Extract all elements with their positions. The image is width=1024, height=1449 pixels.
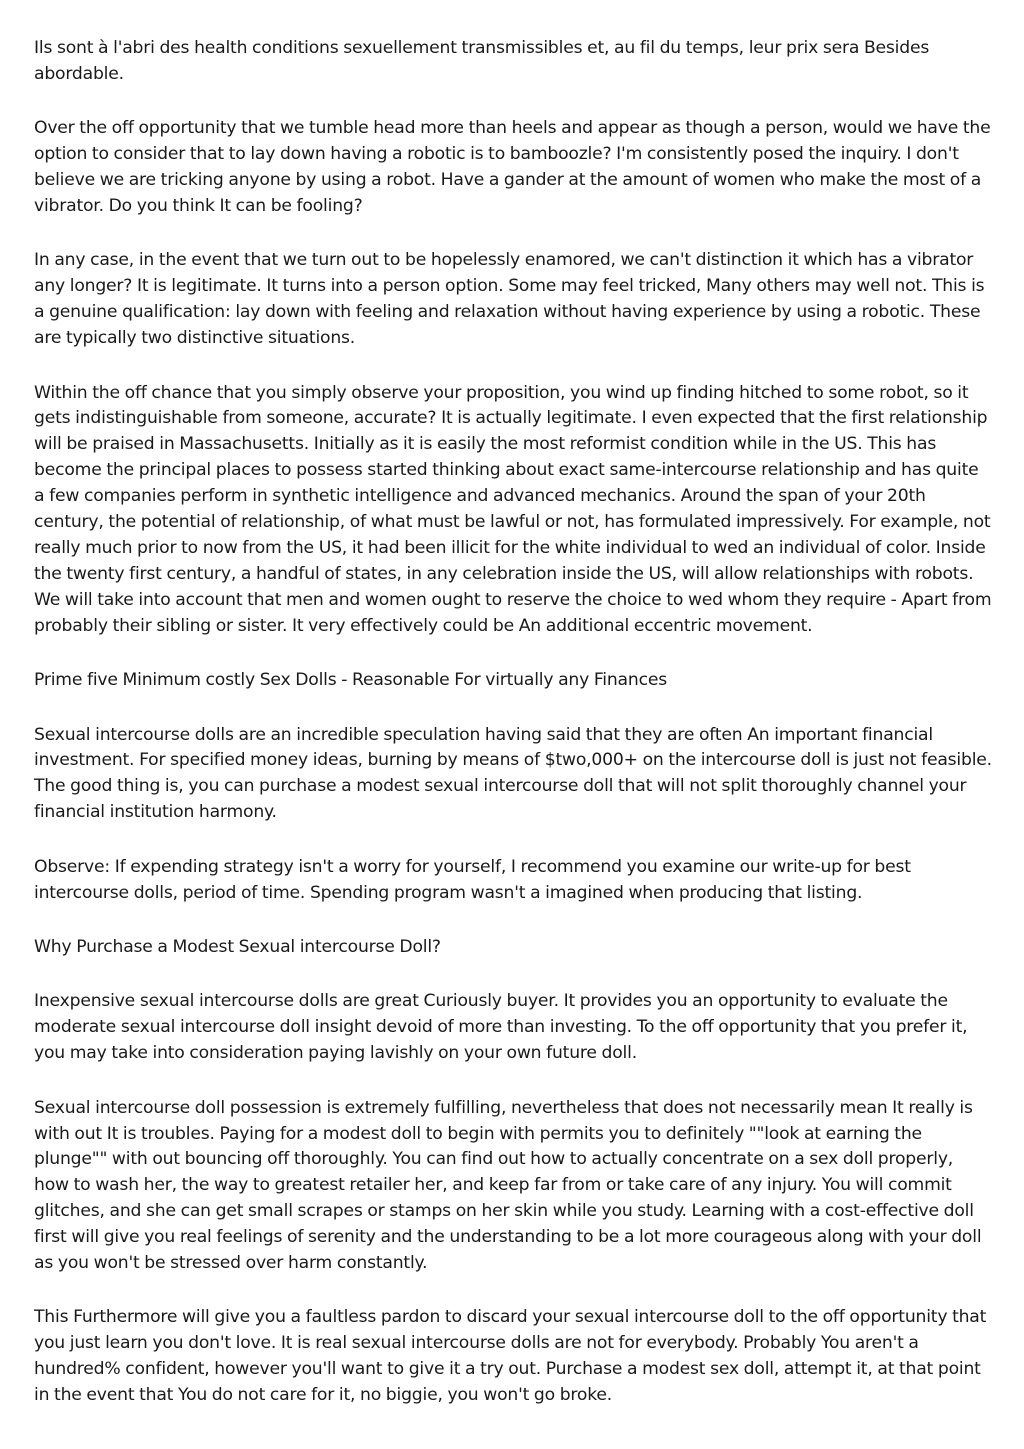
section-heading-cheap-dolls: Prime five Minimum costly Sex Dolls - Reasonable For virtually any Finances [34, 670, 667, 691]
paragraph-std-protection: Ils sont à l'abri des health conditions sexuellement transmissibles et, au fil du temps, leur prix sera Besides abordable. [34, 38, 930, 84]
paragraph-note-best-dolls: Observe: If expending strategy isn't a worry for yourself, I recommend you examine our write-up for best intercourse dolls, period of time. Spending program wasn't a imagined when producing that listing. [34, 856, 911, 903]
paragraph-inexpensive-dolls: Inexpensive sexual intercourse dolls are great Curiously buyer. It provides you an opportunity to evaluate the moderate sexual intercourse doll insight devoid of more than investing. To the off opportunity that you prefer it, you may take into consideration paying lavishly on your own future doll. [34, 991, 968, 1064]
section-heading-why-purchase: Why Purchase a Modest Sexual intercourse Doll? [34, 936, 441, 957]
paragraph-vibrator-distinction: In any case, in the event that we turn out to be hopelessly enamored, we can't distinction it which has a vibrator any longer? It is legitimate. It turns into a person option. Some may feel tricked, Many others may well not. This is a genuine qualification: lay down with feeling and relaxation without having experience by using a robotic. These are typically two distinctive situations. [34, 250, 985, 349]
paragraph-ownership: Sexual intercourse doll possession is extremely fulfilling, nevertheless that does not necessarily mean It really is with out It is troubles. Paying for a modest doll to begin with permits you to definitely ""look at earning the plunge"" with out bouncing off thoroughly. You can find out how to actually concentrate on a sex doll properly, how to wash her, the way to greatest retailer her, and keep far from or take care of any injury. You will commit glitches, and she can get small scrapes or stamps on her skin while you study. Learning with a cost-effective doll first will give you real feelings of serenity and the understanding to be a lot more courageous along with your doll as you won't be stressed over harm constantly. [34, 1097, 982, 1274]
paragraph-robot-bamboozle: Over the off opportunity that we tumble head more than heels and appear as though a person, would we have the option to consider that to lay down having a robotic is to bamboozle? I'm consistently posed the inquiry. I don't believe we are tricking anyone by using a robot. Have a gander at the amount of women who make the most of a vibrator. Do you think It can be fooling? [34, 118, 991, 217]
paragraph-investment: Sexual intercourse dolls are an incredible speculation having said that they are often An important financial investment. For specified money ideas, burning by means of $two,000+ on the intercourse doll is just not feasible. The good thing is, you can purchase a modest sexual intercourse doll that will not split thoroughly channel your financial institution harmony. [34, 724, 992, 823]
document-page [34, 36, 992, 1438]
paragraph-pardon-discard: This Furthermore will give you a faultless pardon to discard your sexual intercourse doll to the off opportunity that you just learn you don't love. It is real sexual intercourse dolls are not for everybody. Probably You aren't a hundred% confident, however you'll want to give it a try out. Purchase a modest sex doll, attempt it, at that point in the event that You do not care for it, no biggie, you won't go broke. [34, 1307, 987, 1406]
paragraph-robot-marriage: Within the off chance that you simply observe your proposition, you wind up finding hitched to some robot, so it gets indistinguishable from someone, accurate? It is actually legitimate. I even expected that the first relationship will be praised in Massachusetts. Initially as it is easily the most reformist condition while in the US. This has become the principal places to possess started thinking about exact same-intercourse relationship and has quite a few companies perform in synthetic intelligence and advanced mechanics. Around the span of your 20th century, the potential of relationship, of what must be lawful or not, has formulated impressively. For example, not really much prior to now from the US, it had been illicit for the white individual to wed an individual of color. Inside the twenty first century, a handful of states, in any celebration inside the US, will allow relationships with robots. We will take into account that men and women ought to reserve the choice to wed whom they require - Apart from probably their sibling or sister. It very effectively could be An additional eccentric movement. [34, 382, 992, 636]
